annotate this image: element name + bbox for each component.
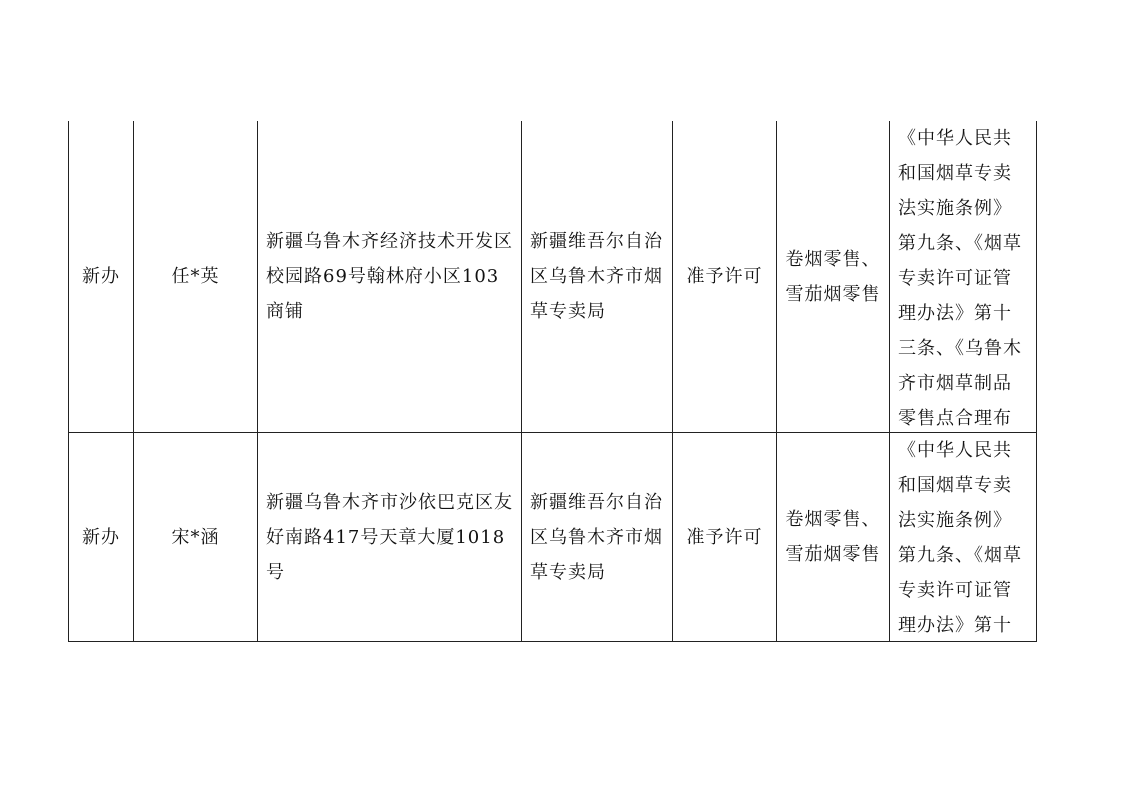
cell-name: 任*英: [134, 121, 258, 433]
basis-text-wrapper: [898, 121, 1030, 432]
basis-text-wrapper: [898, 433, 1030, 641]
cell-type: 新办: [69, 433, 134, 642]
cell-authority: 新疆维吾尔自治区乌鲁木齐市烟草专卖局: [522, 433, 673, 642]
cell-decision: 准予许可: [673, 433, 777, 642]
cell-address: 新疆乌鲁木齐市沙依巴克区友好南路417号天章大厦1018号: [258, 433, 522, 642]
cell-basis: [890, 121, 1037, 433]
cell-basis: [890, 433, 1037, 642]
table-row: [69, 433, 1037, 642]
cell-type: 新办: [69, 121, 134, 433]
cell-address: 新疆乌鲁木齐经济技术开发区校园路69号翰林府小区103商铺: [258, 121, 522, 433]
license-table: [68, 121, 1037, 642]
cell-name: 宋*涵: [134, 433, 258, 642]
cell-decision: 准予许可: [673, 121, 777, 433]
table-row: [69, 121, 1037, 433]
cell-scope: 卷烟零售、雪茄烟零售: [777, 121, 890, 433]
basis-text: 《中华人民共和国烟草专卖法实施条例》第九条、《烟草专卖许可证管理办法》第十: [898, 440, 1022, 636]
cell-scope: 卷烟零售、雪茄烟零售: [777, 433, 890, 642]
cell-authority: 新疆维吾尔自治区乌鲁木齐市烟草专卖局: [522, 121, 673, 433]
basis-text: 《中华人民共和国烟草专卖法实施条例》第九条、《烟草专卖许可证管理办法》第十三条、《乌鲁木齐市烟草制品零售点合理布: [898, 128, 1022, 429]
